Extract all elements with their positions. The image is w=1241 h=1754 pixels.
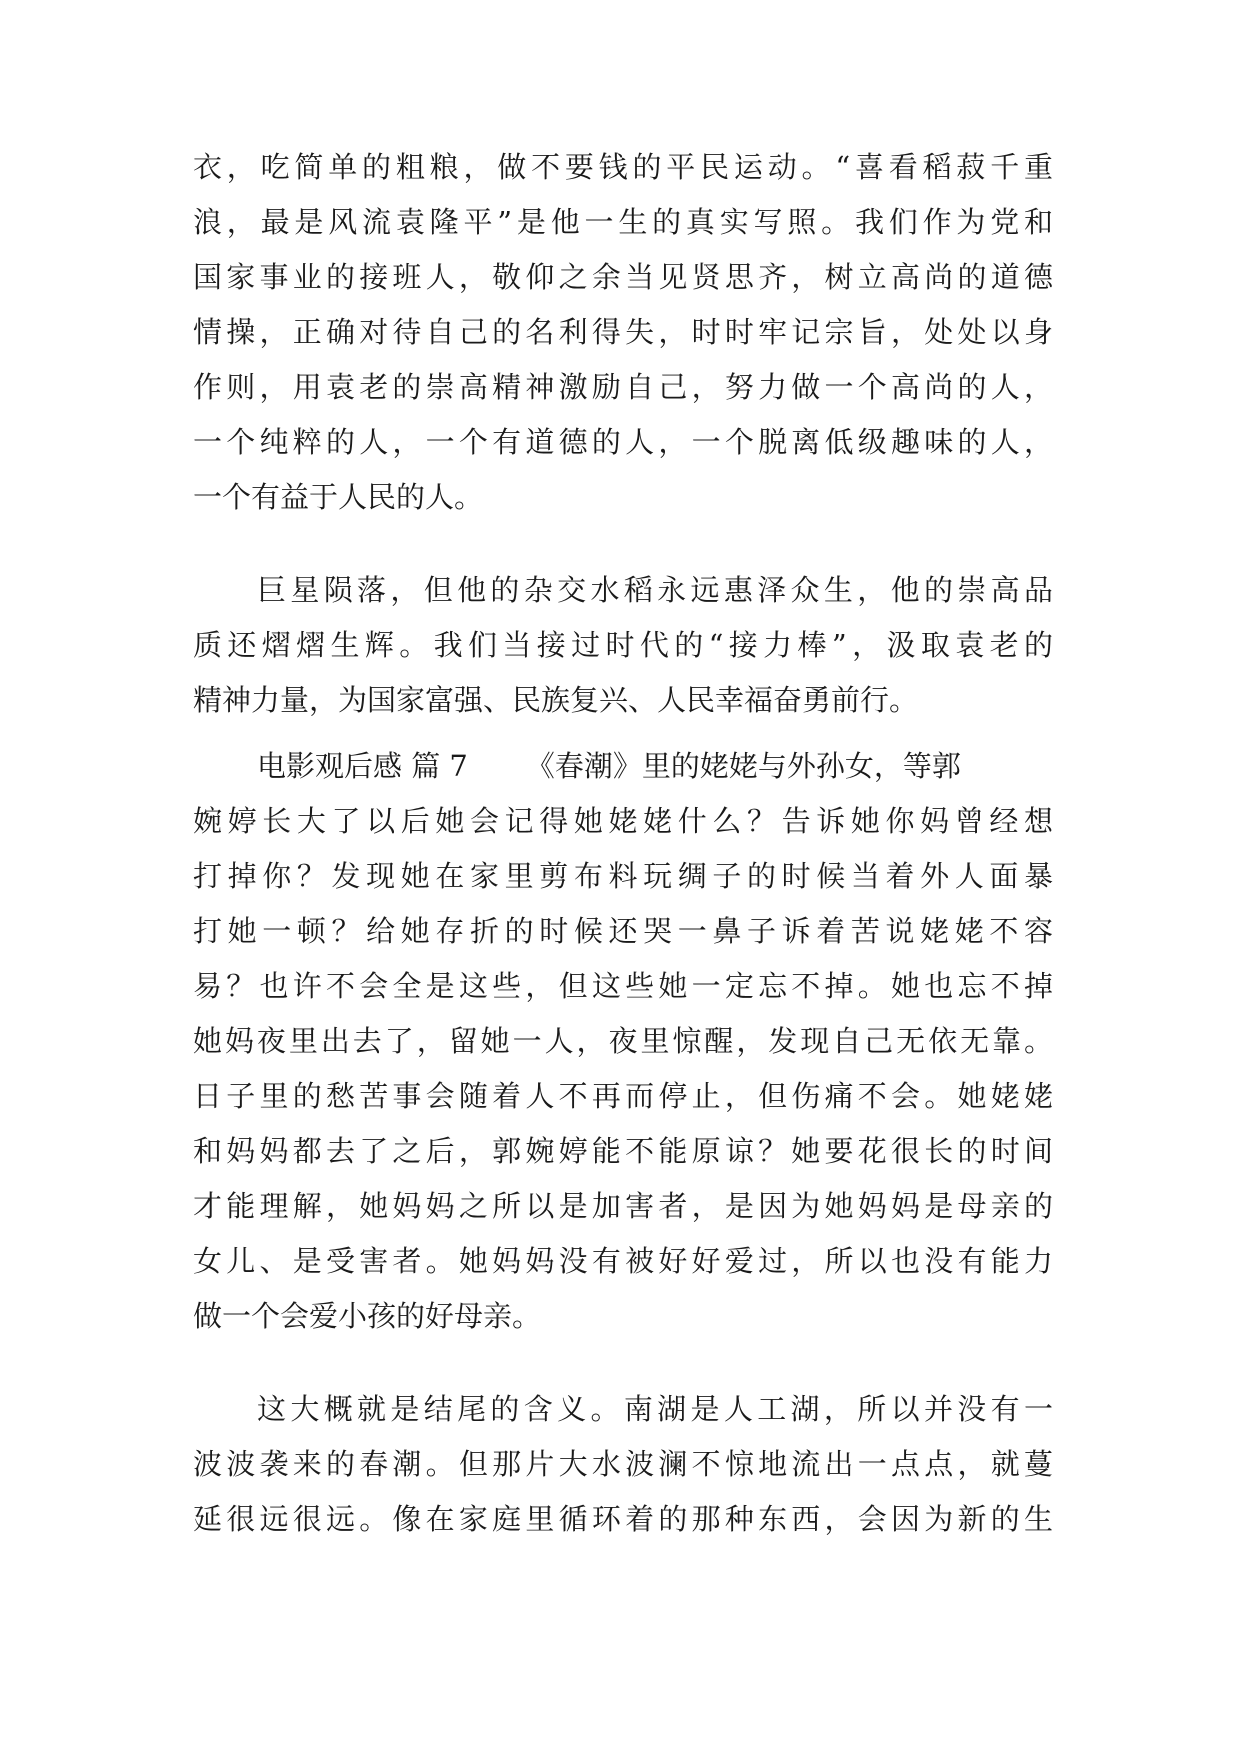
section-heading: 电影观后感 篇 7 <box>257 749 468 783</box>
paragraph-line: 浪，最是风流袁隆平”是他一生的真实写照。我们作为党和 <box>193 205 1053 239</box>
paragraph-line: 一个有益于人民的人。 <box>193 480 484 514</box>
paragraph-line: 衣，吃简单的粗粮，做不要钱的平民运动。“喜看稻菽千重 <box>193 150 1053 184</box>
paragraph-line: 日子里的愁苦事会随着人不再而停止，但伤痛不会。她姥姥 <box>193 1079 1053 1113</box>
paragraph-line: 精神力量，为国家富强、民族复兴、人民幸福奋勇前行。 <box>193 683 919 717</box>
paragraph-line: 易？也许不会全是这些，但这些她一定忘不掉。她也忘不掉 <box>193 969 1053 1003</box>
paragraph-line: 女儿、是受害者。她妈妈没有被好好爱过，所以也没有能力 <box>193 1244 1053 1278</box>
paragraph-line: 情操，正确对待自己的名利得失，时时牢记宗旨，处处以身 <box>193 315 1053 349</box>
paragraph-line: 质还熠熠生辉。我们当接过时代的“接力棒”，汲取袁老的 <box>193 628 1053 662</box>
paragraph-line: 这大概就是结尾的含义。南湖是人工湖，所以并没有一 <box>257 1392 1053 1426</box>
paragraph-line: 打掉你？发现她在家里剪布料玩绸子的时候当着外人面暴 <box>193 859 1053 893</box>
paragraph-line: 打她一顿？给她存折的时候还哭一鼻子诉着苦说姥姥不容 <box>193 914 1053 948</box>
section-line <box>257 736 1053 796</box>
paragraph-line: 才能理解，她妈妈之所以是加害者，是因为她妈妈是母亲的 <box>193 1189 1053 1223</box>
paragraph-line: 婉婷长大了以后她会记得她姥姥什么？告诉她你妈曾经想 <box>193 804 1053 838</box>
paragraph-line: 一个纯粹的人，一个有道德的人，一个脱离低级趣味的人， <box>193 425 1053 459</box>
paragraph-line: 国家事业的接班人，敬仰之余当见贤思齐，树立高尚的道德 <box>193 260 1053 294</box>
paragraph-line: 巨星陨落，但他的杂交水稻永远惠泽众生，他的崇高品 <box>257 573 1053 607</box>
paragraph-line: 和妈妈都去了之后，郭婉婷能不能原谅？她要花很长的时间 <box>193 1134 1053 1168</box>
paragraph-line: 延很远很远。像在家庭里循环着的那种东西，会因为新的生 <box>193 1502 1053 1536</box>
paragraph-line: 作则，用袁老的崇高精神激励自己，努力做一个高尚的人， <box>193 370 1053 404</box>
paragraph-line: 波波袭来的春潮。但那片大水波澜不惊地流出一点点，就蔓 <box>193 1447 1053 1481</box>
paragraph-line: 做一个会爱小孩的好母亲。 <box>193 1299 542 1333</box>
paragraph-line: 她妈夜里出去了，留她一人，夜里惊醒，发现自己无依无靠。 <box>193 1024 1053 1058</box>
section-line-text: 《春潮》里的姥姥与外孙女，等郭 <box>525 749 961 783</box>
